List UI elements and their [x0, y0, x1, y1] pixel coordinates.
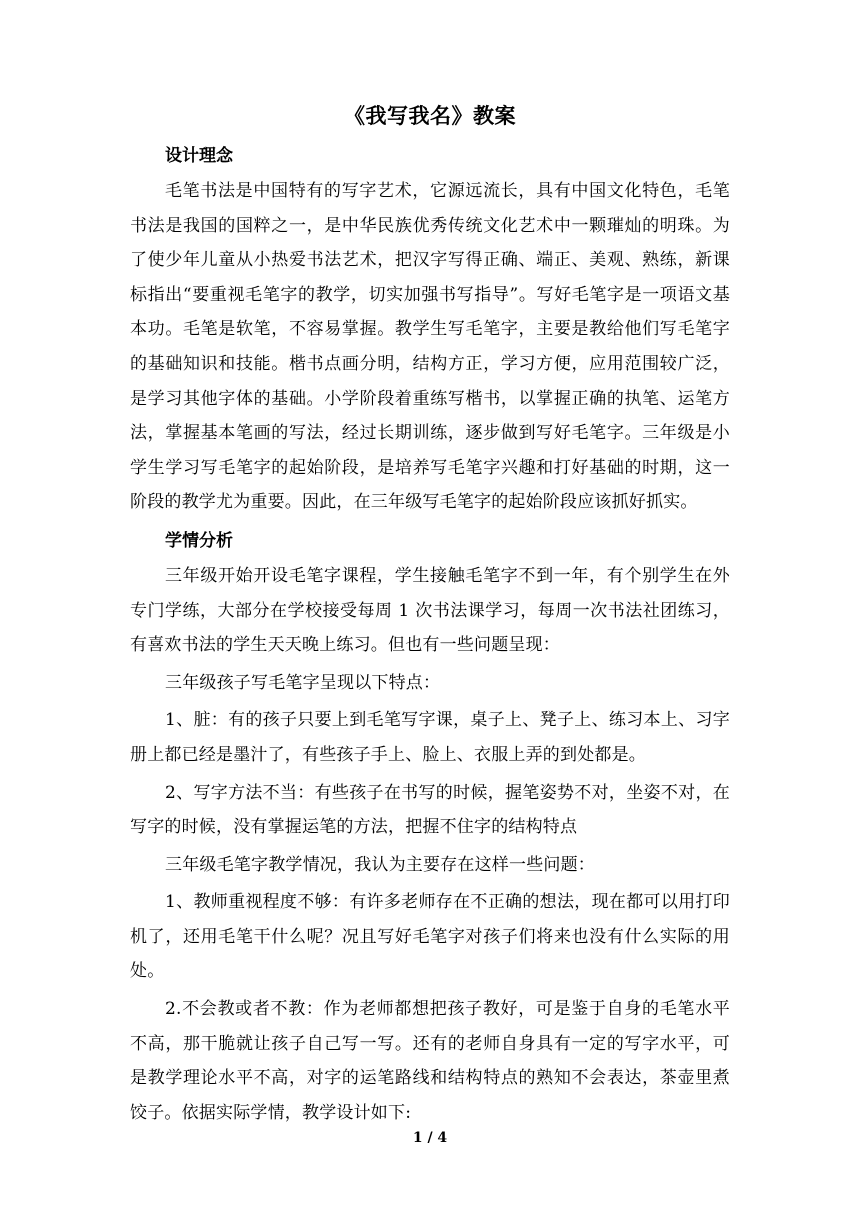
- paragraph: 2、写字方法不当：有些孩子在书写的时候，握笔姿势不对，坐姿不对，在写字的时候，没有掌握运笔的方法，把握不住字的结构特点: [130, 782, 730, 838]
- paragraph: 1、教师重视程度不够：有许多老师存在不正确的想法，现在都可以用打印机了，还用毛笔干什么呢？况且写好毛笔字对孩子们将来也没有什么实际的用处。: [130, 892, 730, 982]
- section-heading: 设计理念: [165, 146, 233, 166]
- section-heading: 学情分析: [165, 530, 233, 551]
- section-learning-analysis: [130, 523, 730, 1131]
- paragraph: 三年级开始开设毛笔字课程，学生接触毛笔字不到一年，有个别学生在外专门学练，大部分在学校接受每周 1 次书法课学习，每周一次书法社团练习，有喜欢书法的学生天天晚上练习。但也有一些问题呈现：: [130, 565, 730, 656]
- paragraph: 2.不会教或者不教：作为老师都想把孩子教好，可是鉴于自身的毛笔水平不高，那干脆就让孩子自己写一写。还有的老师自身具有一定的写字水平，可是教学理论水平不高，对字的运笔路线和结构特点的熟知不会表达，茶壶里煮饺子。依据实际学情，教学设计如下:: [130, 999, 730, 1123]
- paragraph: 1、脏：有的孩子只要上到毛笔写字课，桌子上、凳子上、练习本上、习字册上都已经是墨汁了，有些孩子手上、脸上、衣服上弄的到处都是。: [130, 710, 730, 765]
- document-title: 《我写我名》教案: [344, 103, 516, 128]
- page-number: 1 / 4: [412, 1130, 448, 1146]
- section-design-concept: [130, 138, 730, 520]
- paragraph: 毛笔书法是中国特有的写字艺术，它源远流长，具有中国文化特色，毛笔书法是我国的国粹之一，是中华民族优秀传统文化艺术中一颗璀灿的明珠。为了使少年儿童从小热爱书法艺术，把汉字写得正确、端正、美观、熟练，新课标指出“要重视毛笔字的教学，切实加强书写指导”。写好毛笔字是一项语文基本功。毛笔是软笔，不容易掌握。教学生写毛笔字，主要是教给他们写毛笔字的基础知识和技能。楷书点画分明，结构方正，学习方便，应用范围较广泛，是学习其他字体的基础。小学阶段着重练写楷书，以掌握正确的执笔、运笔方法，掌握基本笔画的写法，经过长期训练，逐步做到写好毛笔字。三年级是小学生学习写毛笔字的起始阶段，是培养写毛笔字兴趣和打好基础的时期，这一阶段的教学尤为重要。因此，在三年级写毛笔字的起始阶段应该抓好抓实。: [130, 181, 730, 513]
- paragraph: 三年级毛笔字教学情况，我认为主要存在这样一些问题：: [165, 854, 595, 875]
- document-body: [130, 98, 730, 1133]
- paragraph: 三年级孩子写毛笔字呈现以下特点：: [165, 672, 441, 693]
